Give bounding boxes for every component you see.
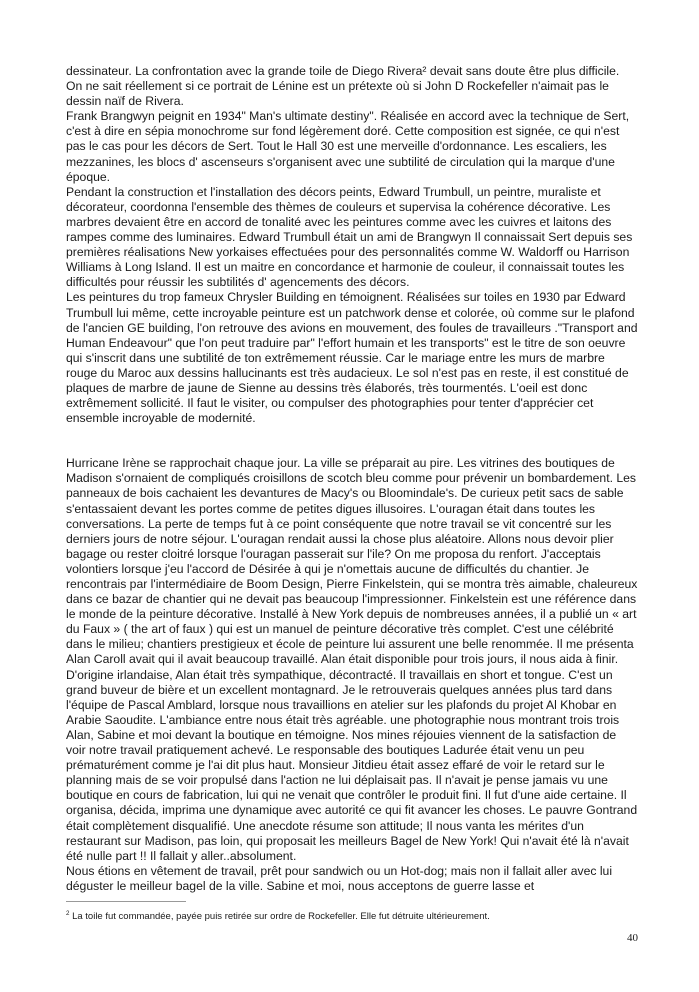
footnote [66,911,638,923]
paragraph: Les peintures du trop fameux Chrysler Building en témoignent. Réalisées sur toiles en 1930 par Edward Trumbull lui même, cette incroyable peinture est un patchwork dense et colorée, où comme sur le plafond de l'ancien GE building, l'on retrouve des avions en mouvement, des foules de travailleurs ."Transport and Human Endeavour" que l'on peut traduire par" l'effort humain et les transports" est le titre de son oeuvre qui s'inscrit dans une subtilité de ton extrêmement réussie. Car le mariage entre les murs de marbre rouge du Maroc aux dessins hallucinants est très audacieux. Le sol n'est pas en reste, il est constitué de plaques de marbre de jaune de Sienne au dessins très élaborés, très tourmentés. L'oeil est donc extrêmement sollicité. Il faut le visiter, ou compulser des photographies pour tenter d'apprécier cet ensemble incroyable de modernité. [66,290,638,426]
paragraph: dessinateur. La confrontation avec la grande toile de Diego Rivera² devait sans doute être plus difficile. On ne sait réellement si ce portrait de Lénine est un prétexte où si John D Rockefeller n'aimait pas le dessin naïf de Rivera. [66,64,620,109]
paragraph: Pendant la construction et l'installation des décors peints, Edward Trumbull, un peintre, muraliste et décorateur, coordonna l'ensemble des thèmes de couleurs et supervisa la cohérence décorative. Les marbres devaient être en accord de tonalité avec les peintures comme avec les cuivres et laitons des rampes comme des luminaires. Edward Trumbull était un ami de Brangwyn Il connaissait Sert depuis ses premières réalisations New yorkaises effectuées pour des personnalités comme W. Waldorff ou Harrison Williams à Long Island. Il est un maitre en concordance et harmonie de couleur, il connaissait toutes les difficultés pour réussir les subtilités d' agencements des décors. [66,184,633,290]
footnote-text: La toile fut commandée, payée puis retirée sur ordre de Rockefeller. Elle fut détruite ultérieurement. [72,911,490,922]
footnote-divider [66,901,186,902]
body-text [66,64,638,894]
section-gap [66,426,638,456]
paragraph: Frank Brangwyn peignit en 1934" Man's ultimate destiny". Réalisée en accord avec la technique de Sert, c'est à dire en sépia monochrome sur fond légèrement doré. Cette composition est signée, ce qui n'est pas le cas pour les décors de Sert. Tout le Hall 30 est une merveille d'ordonnance. Les escaliers, les mezzanines, les blocs d' ascenseurs s'organisent avec une subtilité de circulation qui la marque d'une époque. [66,109,630,184]
footnote-marker: 2 [66,909,70,917]
paragraph: Hurricane Irène se rapprochait chaque jour. La ville se préparait au pire. Les vitrines des boutiques de Madison s'ornaient de compliqués croisillons de scotch bleu comme pour prévenir un bombardement. Les panneaux de bois cachaient les devantures de Macy's ou Bloomindale's. De curieux petit sacs de sable s'entassaient devant les portes comme de petites digues illusoires. L'ouragan était dans toutes les conversations. La perte de temps fut à ce point conséquente que notre travail se vit concentré sur les derniers jours de notre séjour. L'ouragan rendait aussi la chose plus aléatoire. Allons nous devoir plier bagage ou rester cloitré lorsque l'ouragan passerait sur l'ile? On me proposa du renfort. J'acceptais volontiers lorsque j'eu l'accord de Désirée à qui je n'omettais aucune de difficultés du chantier. Je rencontrais par l'intermédiaire de Boom Design, Pierre Finkelstein, qui se montra très aimable, chaleureux dans ce bazar de chantier qui ne devait pas beaucoup l'impressionner. Finkelstein est une référence dans le monde de la peinture décorative. Installé à New York depuis de nombreuses années, il a publié un « art du Faux » ( the art of faux ) qui est un manuel de peinture décorative très complet. C'est une célébrité dans le milieu; chantiers prestigieux et école de peinture lui assurent une belle renommée. Il me présenta Alan Caroll avait qui il avait beaucoup travaillé. Alan était disponible pour trois jours, il nous aida à finir. D'origine irlandaise, Alan était très sympathique, décontracté. Il travaillais en short et tongue. C'est un grand buveur de bière et un excellent montagnard. Je le retrouverais quelques années plus tard dans l'équipe de Pascal Amblard, lorsque nous travaillions en atelier sur les plafonds du projet Al Khobar en Arabie Saoudite. L'ambiance entre nous était très agréable. une photographie nous montrant trois trois Alan, Sabine et moi devant la boutique en témoigne. Nos mines réjouies viennent de la satisfaction de voir notre travail pratiquement achevé. Le responsable des boutiques Ladurée était venu un peu prématurément comme je l'ai dit plus haut. Monsieur Jitdieu était assez effaré de voir le retard sur le planning mais de se voir propulsé dans l'action ne lui déplaisait pas. Il n'avait je pense jamais vu une boutique en cours de fabrication, lui qui ne venait que contrôler le produit fini. Il fut d'une aide certaine. Il organisa, décida, imprima une dynamique avec autorité ce qui fit avancer les choses. Le pauvre Gontrand était complètement disqualifié. Une anecdote résume son attitude; Il nous vanta les mérites d'un restaurant sur Madison, pas loin, qui proposait les meilleurs Bagel de New York! Qui n'avait été là n'avait été nulle part !! Il fallait y aller..absolument. [66,456,638,863]
page-number: 40 [627,932,638,944]
paragraph: Nous étions en vêtement de travail, prêt pour sandwich ou un Hot-dog; mais non il fallait aller avec lui déguster le meilleur bagel de la ville. Sabine et moi, nous acceptons de guerre lasse et [66,863,613,893]
